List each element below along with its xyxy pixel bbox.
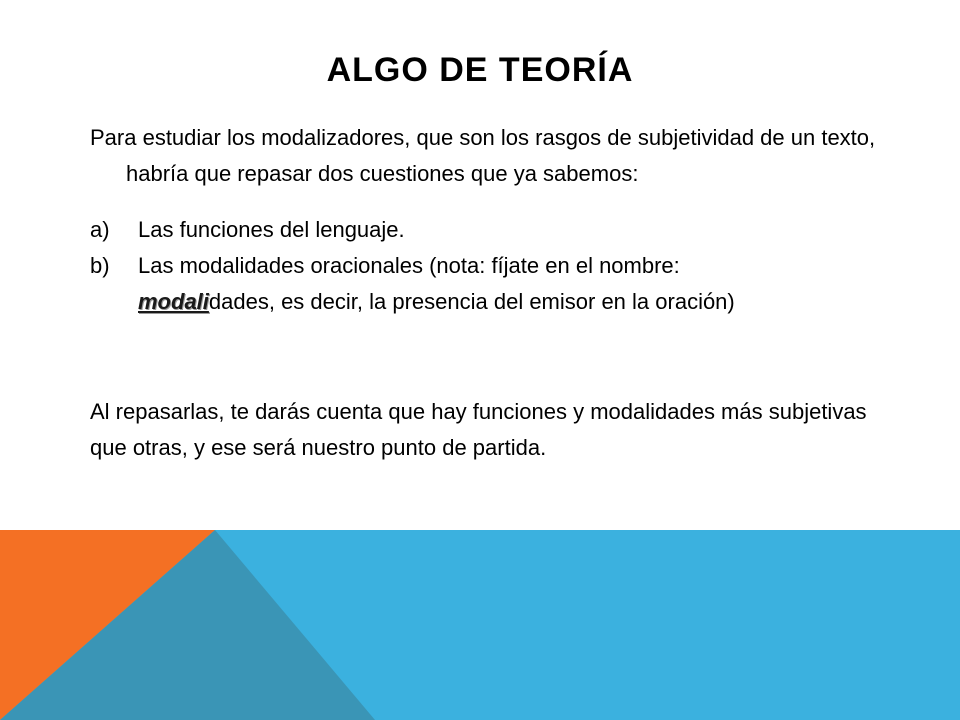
list-text-b-after: dades, es decir, la presencia del emisor en la oración) bbox=[208, 289, 735, 314]
intro-paragraph: Para estudiar los modalizadores, que son los rasgos de subjetividad de un texto, habría que repasar dos cuestiones que ya sabemos: bbox=[90, 125, 876, 186]
list-item-b bbox=[90, 248, 890, 320]
list-text-b-before: Las modalidades oracionales (nota: fíjate en el nombre: bbox=[138, 253, 680, 278]
list-text-b bbox=[138, 248, 890, 320]
list-marker-a: a) bbox=[90, 217, 110, 242]
slide-title: ALGO DE TEORÍA bbox=[326, 51, 634, 89]
decorative-footer bbox=[0, 530, 960, 720]
outro-paragraph: Al repasarlas, te darás cuenta que hay funciones y modalidades más subjetivas que otras, y ese será nuestro punto de partida. bbox=[90, 399, 867, 460]
emphasis-modali: modali bbox=[138, 289, 209, 314]
topic-list bbox=[90, 212, 890, 320]
list-text-a: Las funciones del lenguaje. bbox=[138, 217, 405, 242]
list-item-a bbox=[90, 212, 890, 248]
list-marker-b: b) bbox=[90, 253, 110, 278]
